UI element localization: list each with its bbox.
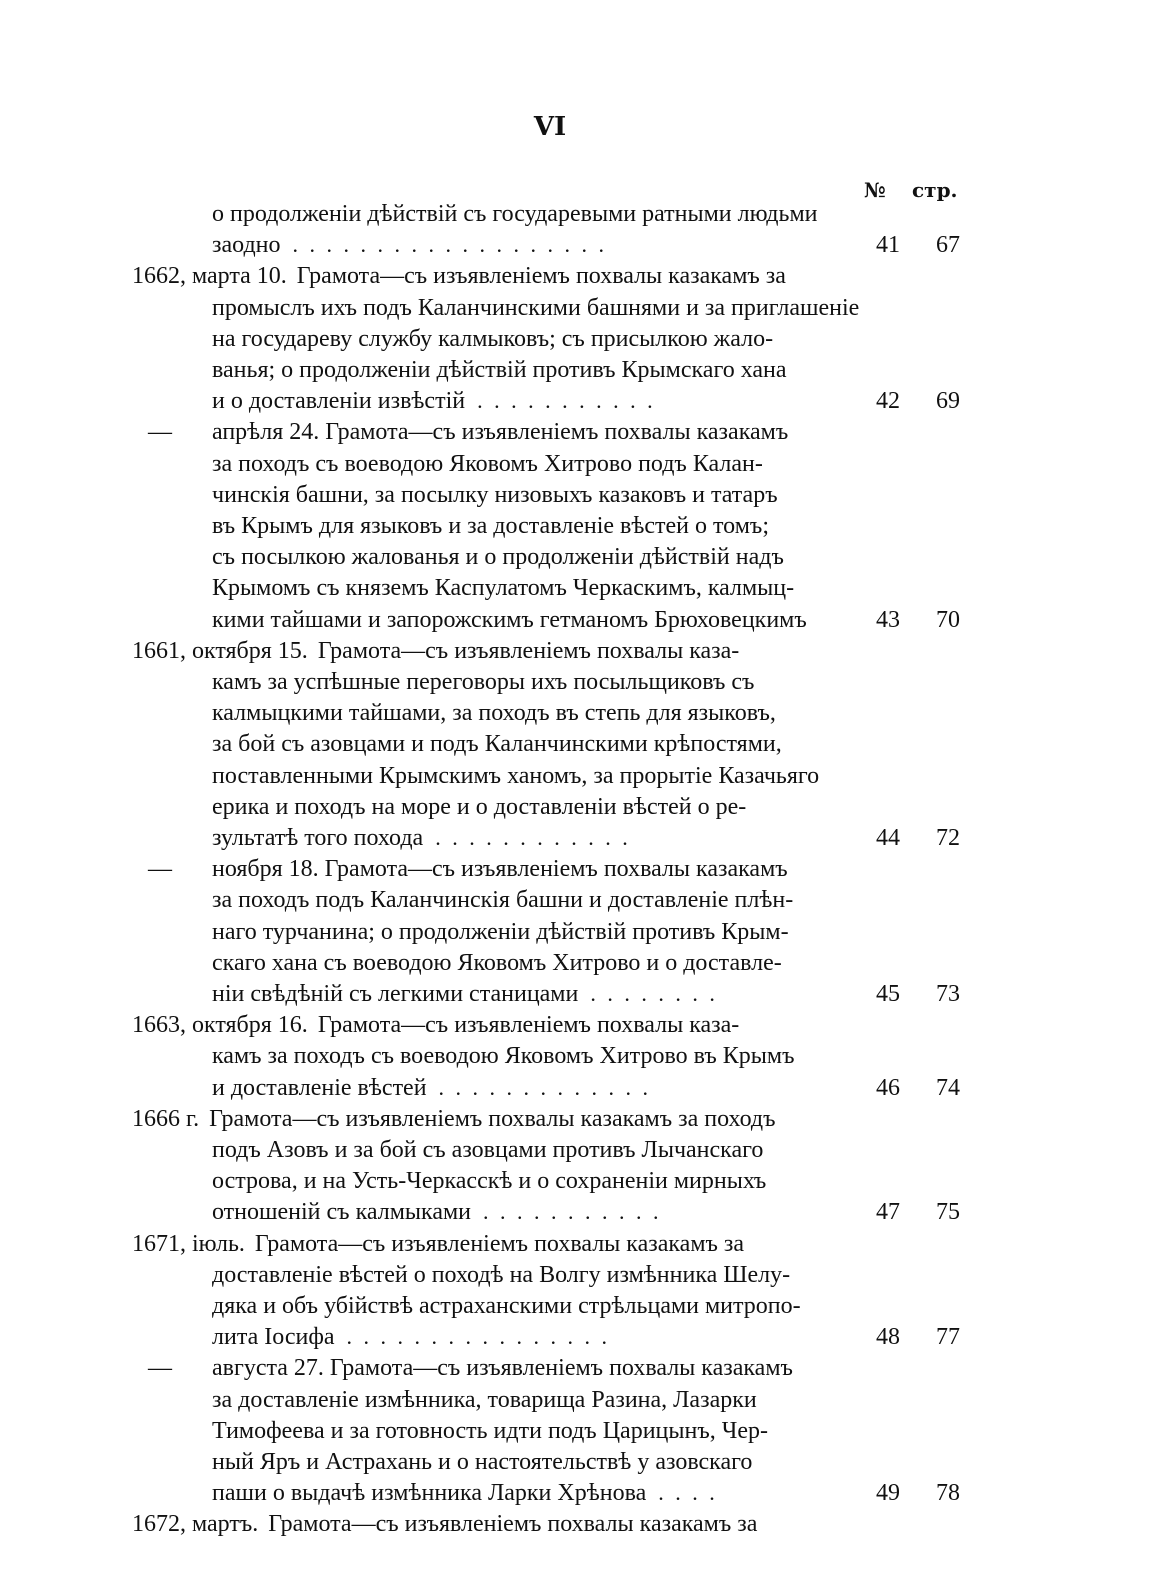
entry-date: — [148, 856, 172, 883]
entry-text: дяка и объ убійствѣ астраханскими стрѣльцами митропо- [212, 1293, 801, 1319]
entry-text: ніи свѣдѣній съ легкими станицами [212, 981, 579, 1007]
entry-date: 1661, октября 15. [132, 637, 308, 664]
entry-page: 77 [936, 1324, 960, 1351]
entry-number: 42 [876, 388, 900, 415]
entry-page: 78 [936, 1480, 960, 1507]
entry-text: Грамота—съ изъявленіемъ похвалы казакамъ за походъ [209, 1105, 776, 1132]
entry-text: апрѣля 24. Грамота—съ изъявленіемъ похвалы казакамъ [212, 419, 789, 446]
entry-text: съ посылкою жалованья и о продолженіи дѣйствій надъ [212, 544, 784, 571]
entry-page: 67 [936, 232, 960, 259]
dot-leader: . . . . . . . . . . . . [435, 825, 631, 850]
entry-date: 1663, октября 16. [132, 1012, 308, 1039]
entry-date: 1662, марта 10. [132, 263, 287, 290]
entry-text: за походъ съ воеводою Яковомъ Хитрово подъ Калан- [212, 450, 763, 477]
page-number: VI [533, 112, 567, 142]
entry-number: 41 [876, 232, 900, 259]
entry-page: 73 [936, 981, 960, 1007]
entry-text: заодно [212, 232, 281, 259]
entry-text: подъ Азовъ и за бой съ азовцами противъ Лычанскаго [212, 1137, 764, 1163]
entry-date: — [148, 419, 172, 446]
entry-text: промыслъ ихъ подъ Каланчинскими башнями и за приглашеніе [212, 294, 860, 321]
dot-leader: . . . . . . . . . . . . . . . . [346, 1324, 611, 1350]
entry-text: кими тайшами и запорожскимъ гетманомъ Брюховецкимъ [212, 606, 807, 633]
entry-text: скаго хана съ воеводою Яковомъ Хитрово и о доставле- [212, 949, 782, 976]
entry-number: 45 [876, 981, 900, 1007]
entry-text: доставленіе вѣстей о походѣ на Волгу измѣнника Шелу- [212, 1261, 791, 1288]
entry-text: Тимофеева и за готовность идти подъ Царицынъ, Чер- [212, 1417, 769, 1444]
entry-text: августа 27. Грамота—съ изъявленіемъ похвалы казакамъ [212, 1355, 793, 1382]
entry-text: и доставленіе вѣстей [212, 1074, 427, 1101]
entry-text: поставленными Крымскимъ ханомъ, за прорытіе Казачьяго [212, 762, 820, 789]
entry-text: Грамота—съ изъявленіемъ похвалы каза- [317, 1012, 740, 1039]
entry-date: 1672, мартъ. [132, 1511, 259, 1538]
entry-page: 69 [936, 388, 960, 415]
entry-page: 75 [936, 1199, 960, 1226]
entry-text: наго турчанина; о продолженіи дѣйствій противъ Крым- [212, 918, 789, 945]
entry-text: въ Крымъ для языковъ и за доставленіе вѣстей о томъ; [212, 513, 769, 539]
entry-text: калмыцкими тайшами, за походъ въ степь для языковъ, [212, 700, 776, 727]
entry-text: и о доставленіи извѣстій [212, 388, 466, 415]
toc-line [0, 1506, 1163, 1542]
dot-leader: . . . . . . . . . . . . . . . . . . . [292, 232, 607, 258]
entry-number: 44 [876, 825, 900, 851]
entry-date: 1671, іюль. [132, 1230, 245, 1257]
entry-text: ванья; о продолженіи дѣйствій противъ Крымскаго хана [212, 357, 787, 383]
entry-text: за доставленіе измѣнника, товарища Разина, Лазарки [212, 1386, 757, 1413]
entry-page: 72 [936, 825, 960, 851]
entry-text: Крымомъ съ княземъ Каспулатомъ Черкаскимъ, калмыц- [212, 575, 795, 602]
column-header-number: № [864, 178, 886, 202]
entry-text: острова, и на Усть-Черкасскѣ и о сохраненіи мирныхъ [212, 1168, 767, 1195]
entry-text: о продолженіи дѣйствій съ государевыми ратными людьми [212, 201, 818, 227]
entry-number: 47 [876, 1199, 900, 1226]
entry-text: на государеву службу калмыковъ; съ присылкою жало- [212, 325, 774, 352]
entry-text: Грамота—съ изъявленіемъ похвалы казакамъ за [254, 1230, 745, 1257]
entry-text: камъ за успѣшные переговоры ихъ посыльщиковъ съ [212, 669, 755, 695]
entry-text: лита Іосифа [212, 1324, 335, 1351]
entry-text: ноября 18. Грамота—съ изъявленіемъ похвалы казакамъ [212, 856, 788, 883]
entry-number: 43 [876, 606, 900, 633]
entry-page: 70 [936, 606, 960, 633]
column-header-page: стр. [912, 178, 958, 202]
entry-text: камъ за походъ съ воеводою Яковомъ Хитрово въ Крымъ [212, 1043, 795, 1070]
dot-leader: . . . . [658, 1480, 718, 1506]
entry-number: 49 [876, 1480, 900, 1507]
dot-leader: . . . . . . . . . . . [483, 1199, 662, 1225]
dot-leader: . . . . . . . . [590, 981, 718, 1006]
entry-text: зультатѣ того похода [212, 825, 424, 851]
dot-leader: . . . . . . . . . . . [477, 388, 656, 414]
entry-text: Грамота—съ изъявленіемъ похвалы казакамъ за [296, 263, 786, 290]
entry-date: 1666 г. [132, 1105, 200, 1132]
entry-text: ный Яръ и Астрахань и о настоятельствѣ у азовскаго [212, 1449, 753, 1475]
entry-number: 48 [876, 1324, 900, 1351]
entry-text: Грамота—съ изъявленіемъ похвалы каза- [317, 637, 740, 664]
dot-leader: . . . . . . . . . . . . . [438, 1074, 652, 1100]
entry-text: за бой съ азовцами и подъ Каланчинскими крѣпостями, [212, 731, 782, 758]
entry-text: чинскія башни, за посылку низовыхъ казаковъ и татаръ [212, 481, 778, 508]
entry-date: — [148, 1355, 172, 1382]
entry-text: ерика и походъ на море и о доставленіи вѣстей о ре- [212, 793, 747, 820]
entry-number: 46 [876, 1074, 900, 1101]
entry-text: паши о выдачѣ измѣнника Ларки Хрѣнова [212, 1480, 647, 1507]
entry-text: Грамота—съ изъявленіемъ похвалы казакамъ за [268, 1511, 758, 1538]
entry-text: отношеній съ калмыками [212, 1199, 471, 1226]
entry-text: за походъ подъ Каланчинскія башни и доставленіе плѣн- [212, 887, 794, 914]
entry-page: 74 [936, 1074, 960, 1101]
